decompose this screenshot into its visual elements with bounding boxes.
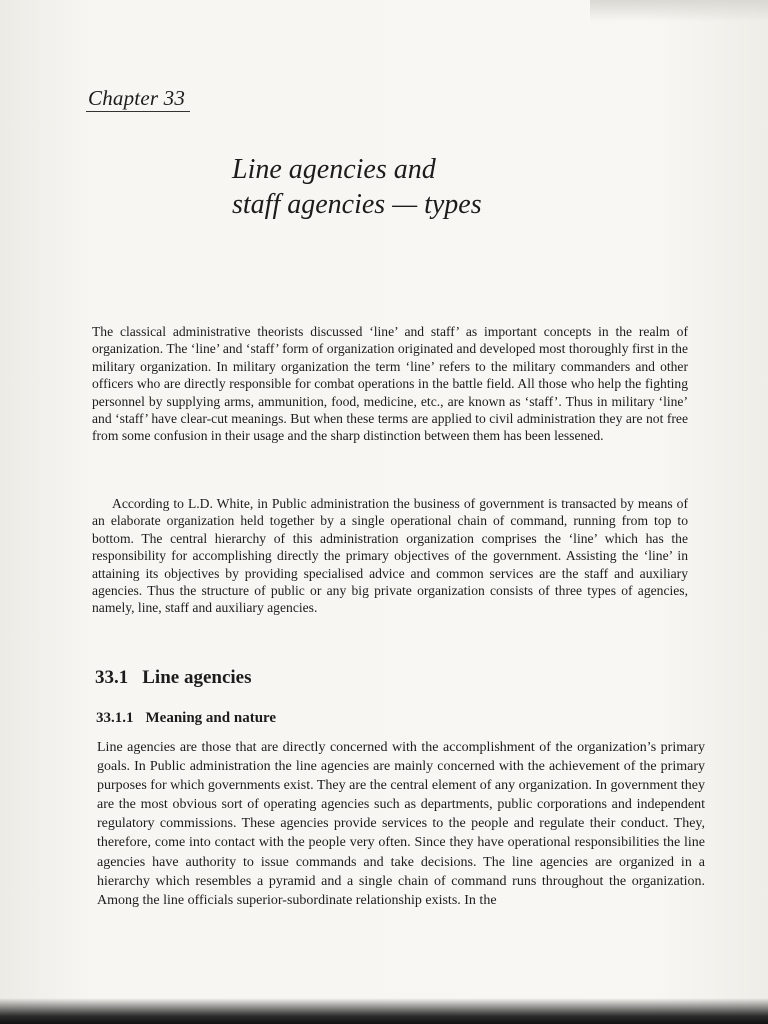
page-edge-shadow: [590, 0, 768, 22]
section-heading: [95, 667, 252, 689]
intro-paragraph-2: According to L.D. White, in Public administration the business of government is transacted by means of an elaborate organization held together by a single operational chain of command, running from top to bottom. The central hierarchy of this administration organization comprises the ‘line’ which has the responsibility for accomplishing directly the primary objectives of the government. Assisting the ‘line’ in attaining its objectives by providing specialised advice and common services are the staff and auxiliary agencies. Thus the structure of public or any big private organization consists of three types of agencies, namely, line, staff and auxiliary agencies.: [92, 496, 688, 616]
subsection-number: 33.1.1: [96, 710, 134, 726]
subsection-heading: [96, 710, 276, 727]
section-number: 33.1: [95, 667, 129, 688]
chapter-title: [232, 152, 482, 222]
chapter-underline: [86, 111, 190, 112]
page-bottom-shadow: [0, 998, 768, 1024]
intro-paragraph-1: The classical administrative theorists discussed ‘line’ and staff’ as important concepts in the realm of organization. The ‘line’ and ‘staff’ form of organization originated and developed most thoroughly first in the military organization. In military organization the term ‘line’ refers to the military commanders and other officers who are directly responsible for combat operations in the battle field. All those who help the fighting personnel by supplying arms, ammunition, food, medicine, etc., are known as ‘staff’. Thus in military ‘line’ and ‘staff’ have clear-cut meanings. But when these terms are applied to civil administration they are not free from some confusion in their usage and the sharp distinction between them has been lessened.: [92, 324, 688, 444]
chapter-title-line-2: staff agencies — types: [232, 189, 482, 220]
subsection-paragraph: Line agencies are those that are directly concerned with the accomplishment of the organization’s primary goals. In Public administration the line agencies are mainly concerned with the achievement of the primary purposes for which governments exist. They are the central element of any organization. In government they are the most obvious sort of operating agencies such as departments, public corporations and independent regulatory commissions. These agencies provide services to the people and regulate their conduct. They, therefore, come into contact with the people very often. Since they have operational responsibilities the line agencies have authority to issue commands and take decisions. The line agencies are organized in a hierarchy which resembles a pyramid and a single chain of command runs throughout the organization. Among the line officials superior-subordinate relationship exists. In the: [97, 740, 705, 908]
chapter-title-line-1: Line agencies and: [232, 154, 436, 185]
section-title: Line agencies: [142, 667, 252, 688]
chapter-label: Chapter 33: [88, 86, 186, 110]
subsection-title: Meaning and nature: [145, 710, 277, 726]
